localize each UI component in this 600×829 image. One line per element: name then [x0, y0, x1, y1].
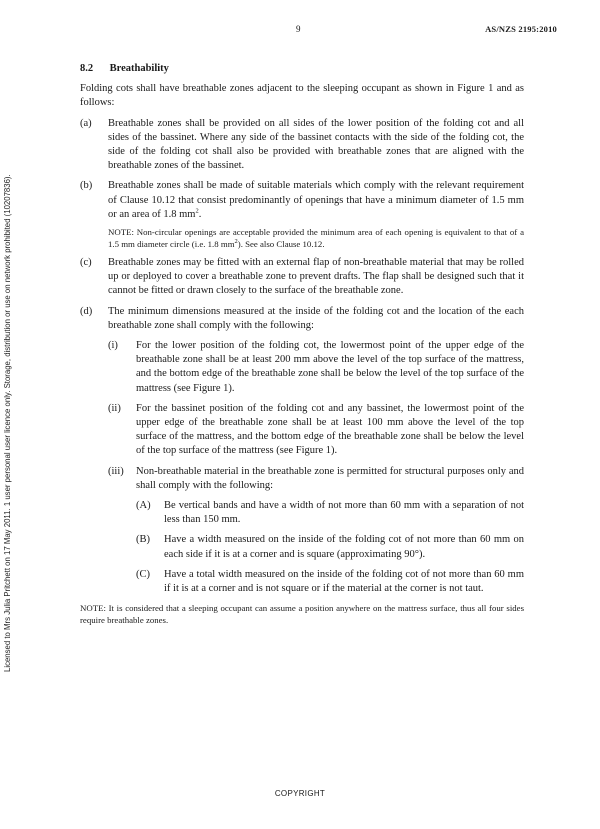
- subsubclause-text: Have a width measured on the inside of the folding cot of not more than 60 mm on each side if it is at a corner and is square (approximating 90°).: [164, 534, 524, 560]
- clause-item-d: [80, 305, 524, 597]
- clause-label: (c): [80, 257, 92, 269]
- superscript: 2: [234, 238, 238, 246]
- subsubclause-label: (B): [136, 534, 150, 546]
- subclause-item-i: [108, 339, 524, 396]
- footer-copyright: COPYRIGHT: [274, 789, 326, 798]
- clause-text: Breathable zones shall be provided on all sides of the lower position of the folding cot and all sides of the bassinet. Where any side of the bassinet contacts with the side of the folding cot, the side of the folding cot shall also be provided with breathable zones that are aligned with the breathable zones of the bassinet.: [108, 117, 524, 172]
- clause-text-main: Breathable zones shall be made of suitable materials which comply with the relevant requirement of Clause 10.12 that consist predominantly of openings that have a minimum diameter of 1.5 mm or an area of 1.8 mm: [108, 180, 524, 220]
- clause-body: [108, 179, 524, 250]
- note-text-main: NOTE: Non-circular openings are acceptable provided the minimum area of each opening is equivalent to that of a 1.5 mm diameter circle (i.e. 1.8 mm: [108, 227, 524, 250]
- subclause-label: (ii): [108, 402, 121, 414]
- licence-watermark: Licensed to Mrs Julia Pritchett on 17 May 2011. 1 user personal user licence only. Storage, distribution or use on network prohibited (10207836).: [3, 174, 12, 672]
- clause-text: Breathable zones may be fitted with an external flap of non-breathable material that may be rolled up or deployed to cover a breathable zone to prevent drafts. The flap shall be designed such that it cannot be fitted or drawn closely to the surface of the breathable zone.: [108, 257, 524, 297]
- superscript: 2: [195, 207, 199, 215]
- clause-item-b: [80, 179, 524, 250]
- clause-text-end: .: [198, 208, 202, 220]
- section-number: 8.2: [80, 63, 94, 74]
- subsubclause-item-b: [136, 533, 524, 561]
- clause-note: [108, 226, 524, 250]
- clause-item-a: [80, 117, 524, 174]
- subclause-body: [136, 465, 524, 597]
- subclause-label: (iii): [108, 465, 124, 477]
- subsubclause-text: Have a total width measured on the inside of the folding cot of not more than 60 mm if it is at a corner and is not square or if the material at the corner is not taut.: [164, 568, 524, 595]
- subsubclause-label: (A): [136, 500, 151, 512]
- subclause-text: For the lower position of the folding cot, the lowermost point of the upper edge of the breathable zone shall be at least 200 mm above the level of the top surface of the mattress, and the bottom edge of the breathable zone shall be below the level of the top surface of the mattress (see Figure 1).: [136, 340, 524, 394]
- standard-identifier: AS/NZS 2195:2010: [485, 24, 557, 34]
- clause-text: [108, 179, 524, 222]
- section-final-note: NOTE: It is considered that a sleeping occupant can assume a position anywhere on the mattress surface, thus all four sides require breathable zones.: [80, 603, 524, 626]
- subclause-text: For the bassinet position of the folding cot and any bassinet, the lowermost point of the upper edge of the breathable zone shall be at least 100 mm above the level of the top surface of the mattress, and the bottom edge of the breathable zone shall be below the level of the top surface of the mattress (see Figure 1).: [136, 402, 524, 457]
- subsubclause-text: Be vertical bands and have a width of not more than 60 mm with a separation of not less than 150 mm.: [164, 500, 524, 526]
- subclause-text: Non-breathable material in the breathable zone is permitted for structural purposes only and shall comply with the following:: [136, 465, 524, 491]
- clause-label: (b): [80, 180, 93, 192]
- subclause-label: (i): [108, 340, 118, 352]
- section-heading: [80, 62, 524, 76]
- section-content: [80, 62, 524, 626]
- clause-item-c: [80, 256, 524, 299]
- clause-label: (d): [80, 305, 93, 317]
- note-text-end: ). See also Clause 10.12.: [237, 239, 325, 250]
- clause-text: The minimum dimensions measured at the inside of the folding cot and the location of the each breathable zone shall comply with the following:: [108, 305, 524, 331]
- page-number: 9: [296, 24, 301, 34]
- clause-body: [108, 305, 524, 597]
- clause-label: (a): [80, 117, 92, 129]
- subsubclause-label: (C): [136, 568, 150, 580]
- section-title: Breathability: [109, 63, 169, 74]
- subclause-item-iii: [108, 465, 524, 597]
- subsubclause-item-c: [136, 568, 524, 596]
- section-intro: Folding cots shall have breathable zones adjacent to the sleeping occupant as shown in Figure 1 and as follows:: [80, 83, 524, 109]
- subsubclause-item-a: [136, 499, 524, 527]
- subclause-item-ii: [108, 402, 524, 459]
